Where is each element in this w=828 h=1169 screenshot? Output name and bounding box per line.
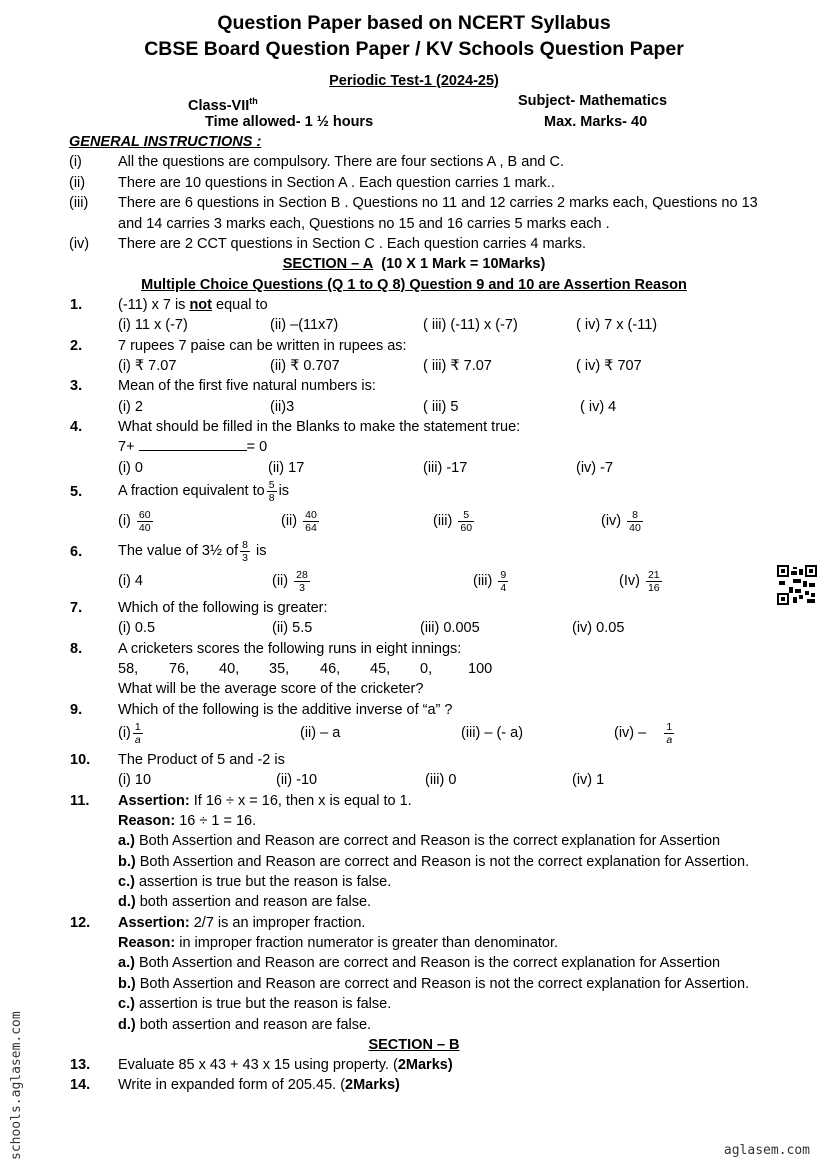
ar-option: a.) Both Assertion and Reason are correct and Reason is the correct explanation for Assertion — [118, 955, 721, 971]
option: (iv) -7 — [576, 460, 614, 476]
ar-option: c.) assertion is true but the reason is false. — [118, 996, 392, 1012]
question-text: (-11) x 7 is not equal to — [118, 297, 268, 313]
option: (i) 0 — [118, 460, 143, 476]
option: ( iii) 5 — [423, 399, 459, 415]
question-text: Write in expanded form of 205.45. (2Marks) — [118, 1077, 400, 1093]
header-title-line1: Question Paper based on NCERT Syllabus — [217, 12, 611, 34]
option: (iii) -17 — [423, 460, 468, 476]
instruction-num: (i) — [69, 154, 82, 170]
instruction-text: There are 10 questions in Section A . Each question carries 1 mark.. — [118, 175, 555, 191]
ar-option: c.) assertion is true but the reason is false. — [118, 874, 392, 890]
option: (ii) -10 — [276, 772, 318, 788]
question-number: 3. — [70, 378, 83, 394]
assertion: Assertion: 2/7 is an improper fraction. — [118, 915, 366, 931]
reason: Reason: in improper fraction numerator is greater than denominator. — [118, 935, 559, 951]
option: (iv) 1 — [572, 772, 605, 788]
option: (i) 11 x (-7) — [118, 317, 188, 333]
question-number: 11. — [70, 793, 90, 809]
fraction: $\frac{5}{8}$ — [268, 478, 275, 504]
max-marks: Max. Marks- 40 — [544, 114, 648, 130]
option: (i) 4 — [118, 573, 143, 589]
question-number: 9. — [70, 702, 83, 718]
option: (Iv) $\frac{21}{16}$ — [619, 568, 660, 594]
run-score: 45, — [370, 661, 391, 677]
option: (ii) $\frac{40}{64}$ — [281, 508, 317, 534]
run-score: 46, — [320, 661, 341, 677]
option: ( iv) ₹ 707 — [576, 358, 642, 374]
option: ( iii) (-11) x (-7) — [423, 317, 518, 333]
question-text: The Product of 5 and -2 is — [118, 752, 285, 768]
ar-option: b.) Both Assertion and Reason are correct and Reason is not the correct explanation for Assertion. — [118, 854, 750, 870]
question-text: Mean of the first five natural numbers is: — [118, 378, 376, 394]
option: (i) $\frac{1}{a}$ — [118, 720, 141, 746]
run-score: 40, — [219, 661, 240, 677]
ar-option: d.) both assertion and reason are false. — [118, 894, 372, 910]
question-number: 1. — [70, 297, 83, 313]
option: (i) $\frac{60}{40}$ — [118, 508, 151, 534]
blank-line — [139, 438, 247, 451]
option: (ii) ₹ 0.707 — [270, 358, 340, 374]
question-text: What should be filled in the Blanks to make the statement true: — [118, 419, 521, 435]
question-number: 4. — [70, 419, 83, 435]
option: (ii) –(11x7) — [270, 317, 339, 333]
question-number: 5. — [70, 484, 83, 500]
option: ( iii) ₹ 7.07 — [423, 358, 492, 374]
question-text: Which of the following is greater: — [118, 600, 328, 616]
question-text: A fraction equivalent to $\frac{5}{8}$ is — [118, 478, 290, 504]
option: (iv) – $\frac{1}{a}$ — [614, 720, 673, 746]
test-name: Periodic Test-1 (2024-25) — [329, 73, 499, 89]
question-number: 12. — [70, 915, 91, 931]
option: ( iv) 4 — [580, 399, 617, 415]
ar-option: a.) Both Assertion and Reason are correct and Reason is the correct explanation for Assertion — [118, 833, 721, 849]
option: (i) 0.5 — [118, 620, 156, 636]
section-b-heading: SECTION – B — [368, 1037, 460, 1053]
option: (ii) 5.5 — [272, 620, 313, 636]
option: ( iv) 7 x (-11) — [576, 317, 658, 333]
question-text: A cricketers scores the following runs in eight innings: — [118, 641, 462, 657]
option: (iii) $\frac{9}{4}$ — [473, 568, 507, 594]
fill-blank-equation: 7+ = 0 — [118, 439, 268, 455]
question-text-cont: What will be the average score of the cricketer? — [118, 681, 424, 697]
option: (ii)3 — [270, 399, 295, 415]
run-score: 35, — [269, 661, 290, 677]
question-number: 10. — [70, 752, 91, 768]
section-a-heading: SECTION – A (10 X 1 Mark = 10Marks) — [282, 256, 546, 272]
run-score: 76, — [169, 661, 190, 677]
option: (iii) $\frac{5}{60}$ — [433, 508, 473, 534]
run-score: 100 — [468, 661, 493, 677]
question-text: 7 rupees 7 paise can be written in rupees as: — [118, 338, 407, 354]
question-number: 2. — [70, 338, 83, 354]
option: (iv) $\frac{8}{40}$ — [601, 508, 641, 534]
option: (ii) 17 — [268, 460, 305, 476]
option: (iii) 0 — [425, 772, 457, 788]
option: (iv) 0.05 — [572, 620, 625, 636]
header-title-line2: CBSE Board Question Paper / KV Schools Question Paper — [144, 38, 684, 60]
question-number: 14. — [70, 1077, 91, 1093]
option: (i) 10 — [118, 772, 152, 788]
reason: Reason: 16 ÷ 1 = 16. — [118, 813, 257, 829]
option: (ii) $\frac{28}{3}$ — [272, 568, 308, 594]
subject-label: Subject- Mathematics — [518, 93, 668, 109]
instruction-num: (ii) — [69, 175, 86, 191]
question-number: 8. — [70, 641, 83, 657]
question-text: The value of 3½ of $\frac{8}{3}$ is — [118, 538, 267, 564]
option: (i) 2 — [118, 399, 143, 415]
fraction: $\frac{8}{3}$ — [242, 538, 248, 564]
option: (iii) – (- a) — [461, 725, 524, 741]
qr-code — [777, 565, 817, 605]
instruction-text: There are 6 questions in Section B . Questions no 11 and 12 carries 2 marks each, Questions no 13 — [118, 195, 758, 211]
instruction-text: There are 2 CCT questions in Section C . Each question carries 4 marks. — [118, 236, 586, 252]
time-allowed: Time allowed- 1 ½ hours — [205, 114, 374, 130]
ar-option: d.) both assertion and reason are false. — [118, 1017, 372, 1033]
option: (i) ₹ 7.07 — [118, 358, 177, 374]
class-label: Class-VIIth — [188, 96, 258, 114]
question-number: 6. — [70, 544, 83, 560]
question-number: 7. — [70, 600, 83, 616]
instruction-num: (iv) — [69, 236, 90, 252]
run-score: 0, — [420, 661, 433, 677]
instruction-text: All the questions are compulsory. There are four sections A , B and C. — [118, 154, 564, 170]
instruction-text-cont: and 14 carries 3 marks each, Questions no 15 and 16 carries 5 marks each . — [118, 216, 610, 232]
option: (iii) 0.005 — [420, 620, 480, 636]
section-a-subtitle: Multiple Choice Questions (Q 1 to Q 8) Question 9 and 10 are Assertion Reason — [141, 277, 687, 293]
assertion: Assertion: If 16 ÷ x = 16, then x is equal to 1. — [118, 793, 412, 809]
instruction-num: (iii) — [69, 195, 89, 211]
watermark-right: aglasem.com — [723, 1143, 810, 1158]
ar-option: b.) Both Assertion and Reason are correct and Reason is not the correct explanation for Assertion. — [118, 976, 750, 992]
option: (ii) – a — [300, 725, 341, 741]
watermark-left: schools.aglasem.com — [9, 1011, 24, 1160]
question-text: Evaluate 85 x 43 + 43 x 15 using property. (2Marks) — [118, 1057, 453, 1073]
run-score: 58, — [118, 661, 139, 677]
instructions-heading: GENERAL INSTRUCTIONS : — [69, 134, 262, 150]
question-number: 13. — [70, 1057, 91, 1073]
question-text: Which of the following is the additive inverse of “a” ? — [118, 702, 453, 718]
